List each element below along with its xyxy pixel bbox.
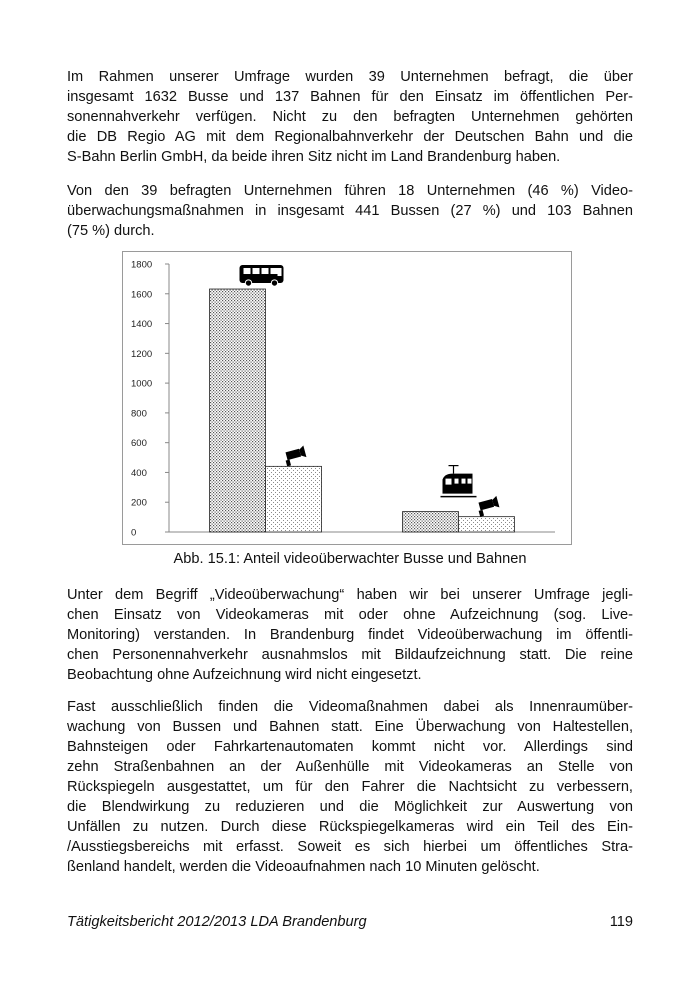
bar-video-surveilled-bus	[266, 466, 322, 532]
text-line: Unfällen zu nutzen. Durch diese Rückspiegelkameras wird ein Teil des Ein-	[67, 819, 633, 835]
bar-chart-svg	[123, 252, 571, 544]
bar-total-vehicles-train	[403, 512, 459, 532]
text-line: Von den 39 befragten Unternehmen führen 18 Unternehmen (46 %) Video-	[67, 183, 633, 199]
text-line: Rückspiegeln ausgestattet, um für den Fahrer die Nachtsicht zu verbessern,	[67, 779, 633, 795]
figure-caption: Abb. 15.1: Anteil videoüberwachter Busse und Bahnen	[173, 551, 527, 567]
page-footer	[67, 914, 633, 930]
text-line: /Ausstiegsbereichs mit erfasst. Soweit es sich hierbei um öffentliches Stra-	[67, 839, 633, 855]
y-tick-label: 1600	[131, 289, 153, 301]
text-line: sonennahverkehr verfügen. Nicht zu den befragten Unternehmen gehörten	[67, 109, 633, 125]
text-line: insgesamt 1632 Busse und 137 Bahnen für den Einsatz im öffentlichen Per-	[67, 89, 633, 105]
y-tick-label: 1200	[131, 348, 153, 360]
text-line: überwachungsmaßnahmen in insgesamt 441 Bussen (27 %) und 103 Bahnen	[67, 203, 633, 219]
text-line: wachung von Bussen und Bahnen statt. Eine Überwachung von Haltestellen,	[67, 719, 633, 735]
page-number: 119	[609, 914, 633, 930]
y-tick-label: 0	[131, 527, 137, 539]
paragraph-survey-results	[67, 181, 633, 241]
text-line: Im Rahmen unserer Umfrage wurden 39 Unternehmen befragt, die über	[67, 69, 633, 85]
y-tick-label: 800	[131, 408, 147, 420]
train-icon	[441, 466, 477, 497]
text-line: die DB Regio AG mit dem Regionalbahnverkehr der Deutschen Bahn und die	[67, 129, 633, 145]
text-line: (75 %) durch.	[67, 223, 155, 239]
y-tick-label: 600	[131, 438, 147, 450]
paragraph-definition	[67, 585, 633, 685]
text-line: zehn Straßenbahnen an der Außenhülle mit Videokameras an Stelle von	[67, 759, 633, 775]
paragraph-interior-monitoring	[67, 697, 633, 877]
text-line: Unter dem Begriff „Videoüberwachung“ haben wir bei unserer Umfrage jegli-	[67, 587, 633, 603]
bar-video-surveilled-train	[459, 517, 515, 532]
bar-total-vehicles-bus	[210, 289, 266, 532]
text-line: ßenland handelt, werden die Videoaufnahmen nach 10 Minuten gelöscht.	[67, 859, 540, 875]
paragraph-survey-intro	[67, 67, 633, 167]
footer-report-title: Tätigkeitsbericht 2012/2013 LDA Brandenburg	[67, 914, 367, 930]
video-camera-icon	[476, 496, 500, 517]
y-tick-label: 400	[131, 467, 147, 479]
text-line: S-Bahn Berlin GmbH, da beide ihren Sitz nicht im Land Brandenburg haben.	[67, 149, 561, 165]
y-tick-label: 1800	[131, 259, 153, 271]
video-camera-icon	[283, 445, 307, 466]
y-tick-label: 1000	[131, 378, 153, 390]
y-tick-label: 200	[131, 497, 147, 509]
text-line: Bahnsteigen oder Fahrkartenautomaten kommt nicht vor. Allerdings sind	[67, 739, 633, 755]
text-line: chen Personennahverkehr ausnahmslos mit Bildaufzeichnung statt. Die reine	[67, 647, 633, 663]
text-line: Beobachtung ohne Aufzeichnung wird nicht eingesetzt.	[67, 667, 422, 683]
text-line: chen Einsatz von Videokameras mit oder ohne Aufzeichnung (sog. Live-	[67, 607, 633, 623]
bus-icon	[240, 265, 284, 286]
text-line: Fast ausschließlich finden die Videomaßnahmen dabei als Innenraumüber-	[67, 699, 633, 715]
text-line: Monitoring) verstanden. In Brandenburg findet Videoüberwachung im öffentli-	[67, 627, 633, 643]
y-tick-label: 1400	[131, 319, 153, 331]
text-line: die Blendwirkung zu reduzieren und die Möglichkeit zur Auswertung von	[67, 799, 633, 815]
bar-chart	[122, 251, 572, 545]
